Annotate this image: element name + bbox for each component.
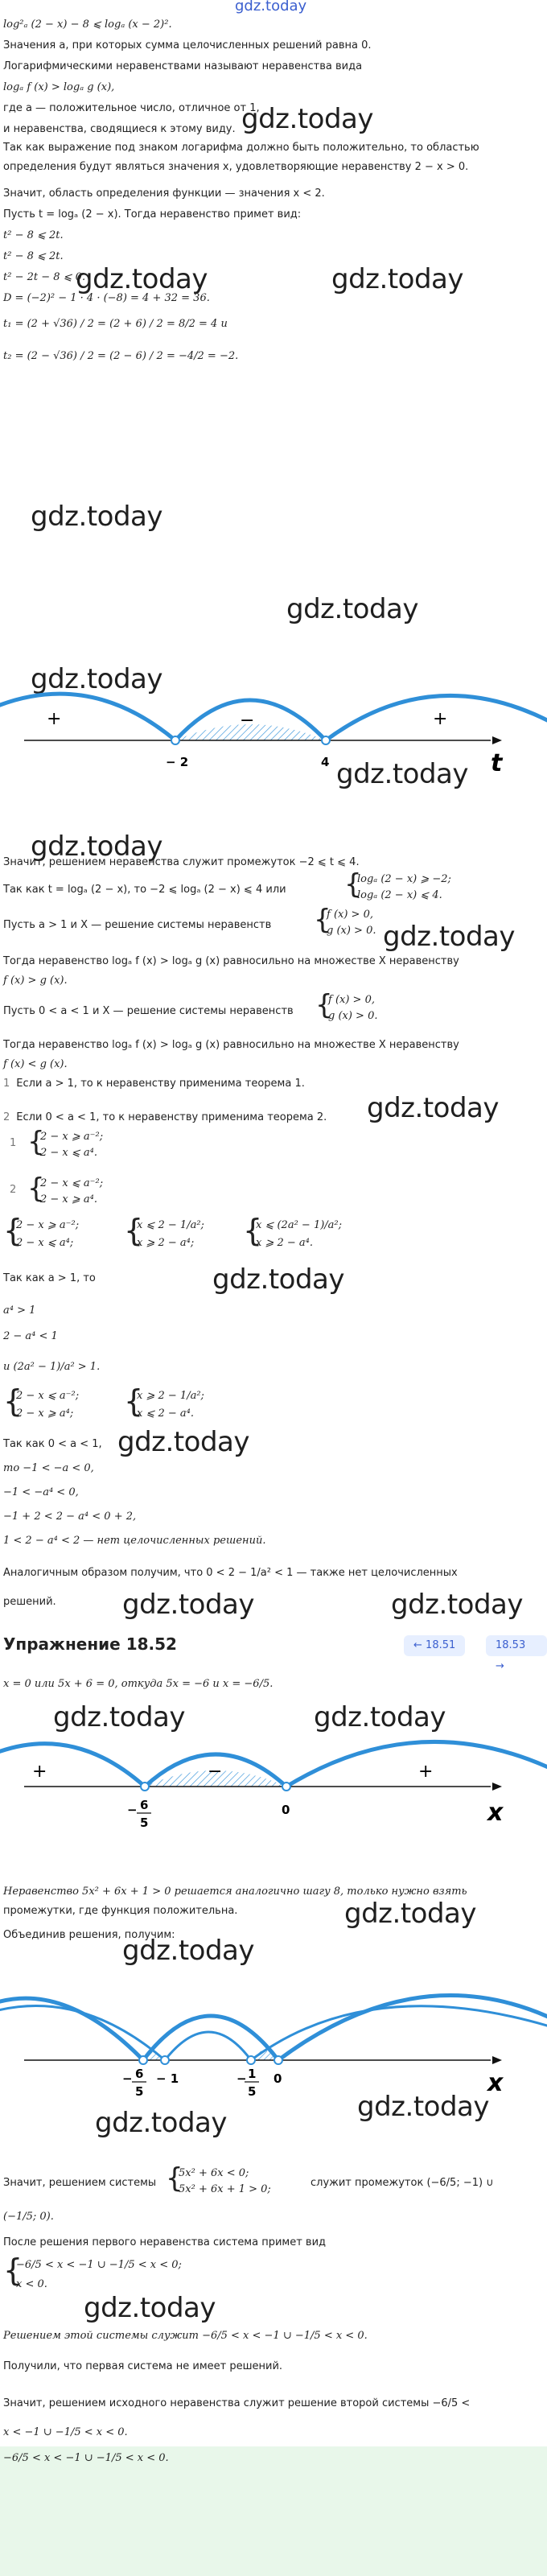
point-marker	[322, 736, 330, 744]
point-marker	[274, 2056, 282, 2064]
system-line: −6/5 < x < −1 ∪ −1/5 < x < 0;	[16, 2259, 182, 2271]
system-line: x ⩾ 2 − a⁴.	[256, 1237, 314, 1249]
tick-label: 1	[248, 2067, 257, 2081]
point-marker	[141, 1783, 149, 1791]
exercise-title: Упражнение 18.52	[3, 1634, 177, 1654]
tick-label: 5	[135, 2084, 144, 2099]
final-answer: −6/5 < x < −1 ∪ −1/5 < x < 0.	[3, 2452, 169, 2464]
watermark: gdz.today	[212, 1263, 344, 1296]
sign-minus: −	[208, 1762, 223, 1782]
formula-line: f (x) > g (x).	[3, 975, 68, 987]
system-line: logₐ (2 − x) ⩾ −2;	[357, 873, 451, 885]
sign-plus: +	[32, 1762, 47, 1782]
answer-highlight	[0, 2446, 547, 2576]
text-line: Так как t = logₐ (2 − x), то −2 ⩽ logₐ (2 − x) ⩽ 4 или	[3, 884, 286, 896]
watermark: gdz.today	[344, 1898, 476, 1930]
system-line: 2 − x ⩽ a⁻²;	[40, 1177, 104, 1189]
formula-line: Решением этой системы служит −6/5 < x < −1 ∪ −1/5 < x < 0.	[3, 2330, 368, 2342]
text-line: промежутки, где функция положительна.	[3, 1905, 238, 1917]
arrow-left-icon: ←	[413, 1639, 422, 1651]
watermark: gdz.today	[336, 758, 468, 790]
formula-line: x = 0 или 5x + 6 = 0, откуда 5x = −6 и x = −6/5.	[3, 1678, 274, 1690]
sign-arc	[165, 2032, 251, 2060]
tick-label: 5	[140, 1816, 149, 1830]
text-line: Так как выражение под знаком логарифма должно быть положительно, то областью	[3, 142, 479, 154]
text-line: где a — положительное число, отличное от 1,	[3, 102, 260, 114]
text-line: Так как a > 1, то	[3, 1272, 96, 1284]
text-line: Тогда неравенство logₐ f (x) > logₐ g (x) равносильно на множестве X неравенству	[3, 1039, 459, 1051]
formula-line: 1 < 2 − a⁴ < 2 — нет целочисленных решений.	[3, 1535, 266, 1547]
formula-line: t² − 8 ⩽ 2t.	[3, 229, 64, 241]
formula-line: t₁ = (2 + √36) / 2 = (2 + 6) / 2 = 8/2 = 4 и	[3, 318, 228, 330]
system-line: 5x² + 6x < 0;	[179, 2167, 249, 2179]
tick-label: 0	[282, 1803, 290, 1817]
formula-line: 2 − a⁴ < 1	[3, 1330, 58, 1342]
axis-label: x	[487, 1799, 504, 1827]
tick-label: −	[236, 2071, 247, 2086]
text-line: служит промежуток (−6/5; −1) ∪	[311, 2177, 494, 2189]
text-line: Логарифмическими неравенствами называют неравенства вида	[3, 60, 363, 72]
text-line: Значит, решением исходного неравенства служит решение второй системы −6/5 <	[3, 2397, 471, 2409]
text-line: решений.	[3, 1596, 56, 1608]
list-item: 2 Если 0 < a < 1, то к неравенству применима теорема 2.	[3, 1111, 327, 1123]
list-item: 1 Если a > 1, то к неравенству применима теорема 1.	[3, 1078, 305, 1090]
system-line: g (x) > 0.	[328, 1010, 378, 1022]
text-line: Тогда неравенство logₐ f (x) > logₐ g (x) равносильно на множестве X неравенству	[3, 955, 459, 967]
formula-line: x < −1 ∪ −1/5 < x < 0.	[3, 2426, 128, 2438]
formula-line: logₐ f (x) > logₐ g (x),	[3, 81, 115, 93]
point-marker	[171, 736, 179, 744]
problem-inequality: log²ₐ (2 − x) − 8 ⩽ logₐ (x − 2)².	[3, 19, 172, 31]
formula-line: −1 + 2 < 2 − a⁴ < 0 + 2,	[3, 1511, 137, 1523]
tick-label: 6	[135, 2067, 144, 2081]
watermark: gdz.today	[31, 501, 162, 533]
arrow-right-icon: →	[496, 1660, 504, 1672]
system-line: logₐ (2 − x) ⩽ 4.	[357, 889, 442, 901]
watermark: gdz.today	[286, 593, 418, 625]
system-line: 2 − x ⩾ a⁻²;	[40, 1131, 104, 1143]
tick-label: − 2	[166, 755, 189, 769]
sign-plus: +	[47, 709, 62, 729]
watermark: gdz.today	[117, 1426, 249, 1458]
system-line: 2 − x ⩽ a⁻²;	[16, 1390, 80, 1402]
watermark: gdz.today	[53, 1701, 185, 1733]
watermark: gdz.today	[314, 1701, 446, 1733]
point-marker	[139, 2056, 147, 2064]
text-line: Пусть t = logₐ (2 − x). Тогда неравенство примет вид:	[3, 208, 302, 221]
watermark: gdz.today	[331, 263, 463, 295]
watermark: gdz.today	[391, 1589, 523, 1621]
text-line: Получили, что первая система не имеет решений.	[3, 2360, 283, 2372]
text-line: определения будут являться значения x, удовлетворяющие неравенству 2 − x > 0.	[3, 161, 469, 173]
formula-line: −1 < −a⁴ < 0,	[3, 1486, 79, 1498]
watermark: gdz.today	[367, 1092, 499, 1124]
tick-label: 4	[321, 755, 330, 769]
formula-line: t₂ = (2 − √36) / 2 = (2 − 6) / 2 = −4/2 = −2.	[3, 350, 239, 362]
watermark: gdz.today	[122, 1935, 254, 1967]
sign-arc	[286, 1741, 547, 1787]
system-line: f (x) > 0,	[327, 909, 373, 921]
system-line: x ⩾ 2 − a⁴;	[137, 1237, 195, 1249]
formula-line: D = (−2)² − 1 · 4 · (−8) = 4 + 32 = 36.	[3, 292, 210, 304]
system-line: 2 − x ⩾ a⁴;	[16, 1408, 74, 1420]
formula-line: f (x) < g (x).	[3, 1058, 68, 1070]
formula-line: (−1/5; 0).	[3, 2211, 54, 2223]
sign-arc	[251, 2006, 547, 2060]
system-line: x ⩽ 2 − 1/a²;	[137, 1219, 204, 1231]
text-line: Неравенство 5x² + 6x + 1 > 0 решается аналогично шагу 8, только нужно взять	[3, 1886, 467, 1898]
text-line: и неравенства, сводящиеся к этому виду.	[3, 123, 236, 135]
tick-label: 0	[274, 2071, 282, 2086]
text-line: Объединив решения, получим:	[3, 1929, 175, 1941]
text-line: Значит, решением системы	[3, 2177, 157, 2189]
formula-line: то −1 < −a < 0,	[3, 1462, 94, 1474]
sign-plus: +	[418, 1762, 434, 1782]
axis-arrow-icon	[492, 1783, 502, 1791]
sign-plus: +	[433, 709, 448, 729]
text-line: Пусть 0 < a < 1 и X — решение системы неравенств	[3, 1005, 294, 1017]
watermark: gdz.today	[95, 2107, 227, 2139]
system-line: 2 − x ⩽ a⁴.	[40, 1147, 98, 1159]
system-line: f (x) > 0,	[328, 994, 375, 1006]
system-line: g (x) > 0.	[327, 925, 376, 937]
header-watermark: gdz.today	[235, 0, 307, 14]
system-line: x ⩽ 2 − a⁴.	[137, 1408, 195, 1420]
system-line: 5x² + 6x + 1 > 0;	[179, 2183, 271, 2195]
axis-label: x	[487, 2069, 504, 2097]
axis-arrow-icon	[492, 2056, 502, 2064]
watermark: gdz.today	[383, 921, 515, 953]
tick-label: −	[127, 1803, 138, 1817]
watermark: gdz.today	[31, 831, 162, 863]
formula-line: t² − 2t − 8 ⩽ 0.	[3, 271, 86, 283]
point-marker	[161, 2056, 169, 2064]
formula-line: a⁴ > 1	[3, 1304, 36, 1317]
prev-exercise-button[interactable]: ← 18.51	[404, 1635, 465, 1656]
system-line: 2 − x ⩾ a⁴.	[40, 1193, 98, 1206]
system-line: x < 0.	[16, 2278, 47, 2290]
text-line: Аналогичным образом получим, что 0 < 2 − 1/a² < 1 — также нет целочисленных	[3, 1567, 458, 1579]
text-line: Значит, область определения функции — значения x < 2.	[3, 188, 325, 200]
tick-label: 6	[140, 1798, 149, 1812]
formula-line: и (2a² − 1)/a² > 1.	[3, 1361, 101, 1373]
watermark: gdz.today	[122, 1589, 254, 1621]
point-marker	[247, 2056, 255, 2064]
text-line: Значит, решением неравенства служит промежуток −2 ⩽ t ⩽ 4.	[3, 856, 360, 868]
sign-arc	[0, 1744, 145, 1787]
formula-line: t² − 8 ⩽ 2t.	[3, 250, 64, 262]
system-line: x ⩾ 2 − 1/a²;	[137, 1390, 204, 1402]
tick-label: 5	[248, 2084, 257, 2099]
sign-arc	[0, 2006, 165, 2061]
tick-label: − 1	[156, 2071, 179, 2086]
number-line-diagram-x	[0, 1730, 547, 1859]
system-line: x ⩽ (2a² − 1)/a²;	[256, 1219, 343, 1231]
axis-label: t	[491, 749, 503, 777]
system-line: 2 − x ⩽ a⁴;	[16, 1237, 74, 1249]
next-exercise-button[interactable]: 18.53 →	[486, 1635, 547, 1656]
text-line: После решения первого неравенства система примет вид	[3, 2236, 327, 2248]
sign-minus: −	[240, 711, 255, 731]
text-line: Значения a, при которых сумма целочисленных решений равна 0.	[3, 39, 372, 52]
watermark: gdz.today	[84, 2292, 216, 2324]
watermark: gdz.today	[76, 263, 208, 295]
watermark: gdz.today	[241, 103, 373, 135]
watermark: gdz.today	[31, 663, 162, 695]
text-line: Пусть a > 1 и X — решение системы неравенств	[3, 919, 272, 931]
point-marker	[282, 1783, 290, 1791]
sign-arc	[0, 694, 175, 740]
tick-label: −	[122, 2071, 133, 2086]
text-line: Так как 0 < a < 1,	[3, 1438, 102, 1450]
system-line: 2 − x ⩾ a⁻²;	[16, 1219, 80, 1231]
watermark: gdz.today	[357, 2091, 489, 2123]
axis-arrow-icon	[492, 736, 502, 744]
